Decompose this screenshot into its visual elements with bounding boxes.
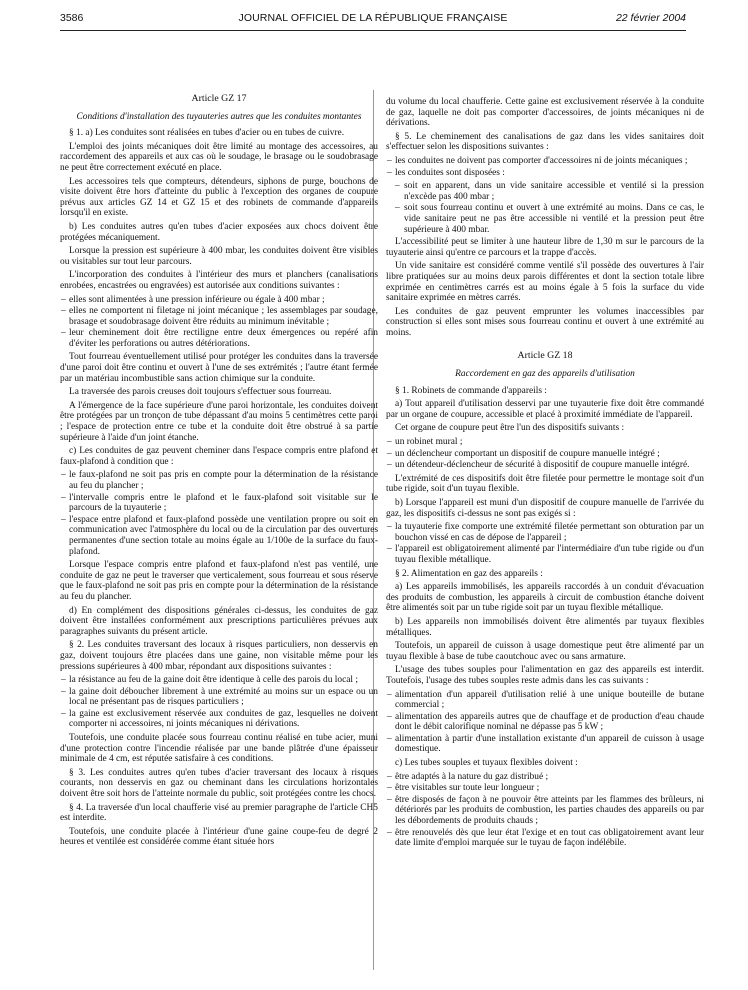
paragraph: b) Les conduites autres qu'en tubes d'acier exposées aux chocs doivent être protégées mécaniquement. [60, 221, 378, 243]
paragraph: L'accessibilité peut se limiter à une hauteur libre de 1,30 m sur le parcours de la tuyauterie ainsi qu'entre ce parcours et la trappe d'accès. [386, 237, 704, 258]
conditions-list [386, 522, 704, 565]
paragraph: § 1. Robinets de commande d'appareils : [395, 385, 547, 396]
paragraph: § 1. a) Les conduites sont réalisées en tubes d'acier ou en tubes de cuivre. [69, 128, 345, 139]
paragraph: a) Tout appareil d'utilisation desservi par une tuyauterie fixe doit être commandé par un organe de coupure, accessible et placé à proximité immédiate de l'appareil. [386, 399, 704, 420]
paragraph: L'incorporation des conduites à l'intérieur des murs et planchers (canalisations enrobées, encastrées ou engravées) est autorisée aux conditions suivantes : [60, 270, 378, 291]
list-item: – la résistance au feu de la gaine doit être identique à celle des parois du local ; [60, 675, 378, 686]
section-title: Conditions d'installation des tuyauteries autres que les conduites montantes [76, 111, 362, 122]
list-item: – un robinet mural ; [386, 437, 704, 448]
page-number: 3586 [60, 12, 84, 24]
paragraph: b) Les appareils non immobilisés doivent être alimentés par tuyaux flexibles métalliques. [386, 616, 704, 638]
paragraph: L'emploi des joints mécaniques doit être limité au montage des accessoires, au raccordement des appareils et aux cas où le soudage, le brasage ou le soudobrasage ne peut être correctement exécuté en place. [60, 141, 378, 173]
list-item: – soit sous fourreau continu et ouvert à une extrémité au moins. Dans ce cas, le vide sanitaire peut ne pas être accessible ni ventilé et la pression peut être supérieure à 400 mbar. [386, 203, 704, 235]
paragraph: d) En complément des dispositions générales ci-dessus, les conduites de gaz doivent être installées conformément aux prescriptions particulières prévues aux paragraphes suivants du présent article. [60, 605, 378, 637]
paragraph: b) Lorsque l'appareil est muni d'un dispositif de coupure manuelle de l'arrivée du gaz, les dispositifs ci-dessus ne sont pas exigés si : [386, 498, 704, 519]
list-item: – être visitables sur toute leur longueur ; [386, 783, 704, 794]
paragraph: Lorsque la pression est supérieure à 400 mbar, les conduites doivent être visibles ou visitables sur tout leur parcours. [60, 246, 378, 267]
paragraph: § 2. Alimentation en gaz des appareils : [395, 568, 543, 579]
list-item: – être adaptés à la nature du gaz distribué ; [386, 772, 704, 783]
paragraph: Lorsque l'espace compris entre plafond et faux-plafond n'est pas ventilé, une conduite de gaz ne peut le traverser que verticalement, sous fourreau et sous réserve que le faux-plafond ne soit pas pris en compte pour la détermination de la résistance au feu du plancher. [60, 560, 378, 602]
list-item: – être renouvelés dès que leur état l'exige et en tout cas obligatoirement avant leur date limite d'emploi marquée sur le tuyau de façon indélébile. [386, 828, 704, 849]
list-item: – alimentation des appareils autres que de chauffage et de production d'eau chaude dont le débit calorifique nominal ne dépasse pas 5 kW ; [386, 712, 704, 733]
page-header [60, 12, 686, 28]
list-item: – un déclencheur comportant un dispositif de coupure manuelle intégré ; [386, 449, 704, 460]
right-column [386, 97, 704, 985]
left-column [60, 94, 378, 984]
conditions-list [386, 690, 704, 756]
list-item: – le faux-plafond ne soit pas pris en compte pour la détermination de la résistance au feu du plancher ; [60, 470, 378, 491]
list-item: – l'appareil est obligatoirement alimenté par l'intermédiaire d'un tube rigide ou d'un tuyau flexible métallique. [386, 544, 704, 565]
list-item: – elles ne comportent ni filetage ni joint mécanique ; les assemblages par soudage, brasage et soudobrasage doivent être réduits au minimum inévitable ; [60, 306, 378, 327]
paragraph: c) Les tubes souples et tuyaux flexibles doivent : [395, 758, 578, 769]
paragraph: § 2. Les conduites traversant des locaux à risques particuliers, non desservis en gaz, doivent toujours être placées dans une gaine, non visitable même pour les pressions supérieures à 400 mbar, répondant aux dispositions suivantes : [60, 640, 378, 672]
conditions-list [386, 437, 704, 471]
list-item: – être disposés de façon à ne pouvoir être atteints par les flammes des brûleurs, ni détériorés par les produits de combustion, les parties chaudes des appareils ou par les débordements de produits chauds ; [386, 795, 704, 827]
header-rule [60, 30, 686, 31]
paragraph: § 5. Le cheminement des canalisations de gaz dans les vides sanitaires doit s'effectuer selon les dispositions suivantes : [386, 131, 704, 153]
paragraph: La traversée des parois creuses doit toujours s'effectuer sous fourreau. [69, 387, 332, 398]
paragraph: Un vide sanitaire est considéré comme ventilé s'il possède des ouvertures à l'air libre pratiquées sur au moins deux parois différentes et dont la section totale libre exprimée en centimètres carrés est au moins égale à 5 fois la surface du vide sanitaire exprimée en mètres carrés. [386, 261, 704, 304]
article-title: Article GZ 17 [191, 94, 247, 104]
paragraph: c) Les conduites de gaz peuvent cheminer dans l'espace compris entre plafond et faux-plafond à condition que : [60, 446, 378, 467]
paragraph: Cet organe de coupure peut être l'un des dispositifs suivants : [395, 423, 625, 434]
list-item: – la tuyauterie fixe comporte une extrémité filetée permettant son obturation par un bouchon vissé en cas de dépose de l'appareil ; [386, 522, 704, 543]
list-item: – soit en apparent, dans un vide sanitaire accessible et ventilé si la pression n'excède pas 400 mbar ; [386, 181, 704, 202]
paragraph: L'extrémité de ces dispositifs doit être filetée pour permettre le montage soit d'un tube rigide, soit d'un tuyau flexible. [386, 473, 704, 495]
conditions-list [60, 295, 378, 350]
paragraph: A l'émergence de la face supérieure d'une paroi horizontale, les conduites doivent être protégées par un tronçon de tube dépassant d'au moins 5 centimètres cette paroi ; l'espace de protection entre ce tube et la conduite doit être obstrué à sa partie supérieure à l'aide d'un joint étanche. [60, 400, 378, 443]
list-item: – l'espace entre plafond et faux-plafond possède une ventilation propre ou soit en communication avec l'atmosphère du local ou de la circulation par des ouvertures permanentes d'une section totale au moins égale au 1/100e de la surface du faux-plafond. [60, 515, 378, 557]
list-item: – les conduites sont disposées : [386, 168, 704, 179]
paragraph: Toutefois, un appareil de cuisson à usage domestique peut être alimenté par un tuyau flexible à base de tube caoutchouc avec ou sans armature. [386, 641, 704, 662]
paragraph: Tout fourreau éventuellement utilisé pour protéger les conduites dans la traversée d'une paroi doit être continu et ouvert à l'une de ses extrémités ; l'autre étant fermée par un matériau incombustible sans action chimique sur la conduite. [60, 352, 378, 384]
paragraph: Toutefois, une conduite placée sous fourreau continu réalisé en tube acier, muni d'une protection contre l'incendie réalisée par une bande plâtrée d'une épaisseur minimale de 4 cm, est réputée satisfaire à ces conditions. [60, 733, 378, 765]
list-item: – les conduites ne doivent pas comporter d'accessoires ni de joints mécaniques ; [386, 156, 704, 167]
list-item: – l'intervalle compris entre le plafond et le faux-plafond soit visitable sur le parcours de la tuyauterie ; [60, 493, 378, 514]
conditions-list [60, 675, 378, 730]
list-item: – la gaine est exclusivement réservée aux conduites de gaz, lesquelles ne doivent comporter ni accessoires, ni joints mécaniques ni dérivations. [60, 709, 378, 730]
journal-title: JOURNAL OFFICIEL DE LA RÉPUBLIQUE FRANÇAISE [238, 12, 508, 24]
paragraph: du volume du local chaufferie. Cette gaine est exclusivement réservée à la conduite de gaz, laquelle ne doit pas comporter d'accessoires, de joints mécaniques ni de dérivations. [386, 97, 704, 129]
paragraph: § 3. Les conduites autres qu'en tubes d'acier traversant des locaux à risques courants, non desservis en gaz ou cheminant dans les circulations horizontales doivent être soit hors de l'atteinte normale du public, soit protégées contre les chocs. [60, 767, 378, 800]
article-title: Article GZ 18 [517, 350, 573, 362]
paragraph: Toutefois, une conduite placée à l'intérieur d'une gaine coupe-feu de degré 2 heures et ventilée est considérée comme étant située hors [60, 826, 378, 848]
list-item: – elles sont alimentées à une pression inférieure ou égale à 400 mbar ; [60, 295, 378, 306]
section-title: Raccordement en gaz des appareils d'utilisation [455, 369, 635, 380]
paragraph: § 4. La traversée d'un local chaufferie visé au premier paragraphe de l'article CH5 est interdite. [60, 802, 378, 824]
paragraph: Les accessoires tels que compteurs, détendeurs, siphons de purge, bouchons de visite doivent être hors d'atteinte du public à l'exception des organes de coupure prévus aux articles GZ 14 et GZ 15 et des robinets de commande d'appareils lorsqu'il en existe. [60, 176, 378, 219]
conditions-list [386, 772, 704, 849]
conditions-list [386, 156, 704, 178]
list-item: – alimentation d'un appareil d'utilisation relié à une unique bouteille de butane commercial ; [386, 690, 704, 711]
conditions-list [60, 470, 378, 557]
list-item: – leur cheminement doit être rectiligne entre deux émergences ou repéré afin d'éviter les perforations ou autres détériorations. [60, 328, 378, 349]
paragraph: L'usage des tubes souples pour l'alimentation en gaz des appareils est interdit. Toutefois, l'usage des tubes souples reste admis dans les cas suivants : [386, 665, 704, 686]
list-item: – la gaine doit déboucher librement à une extrémité au moins sur un espace ou un local ne présentant pas de risques particuliers ; [60, 687, 378, 708]
list-item: – un détendeur-déclencheur de sécurité à dispositif de coupure manuelle intégré. [386, 460, 704, 471]
paragraph: Les conduites de gaz peuvent emprunter les volumes inaccessibles par construction si elles sont mises sous fourreau continu et ouvert à une extrémité au moins. [386, 306, 704, 338]
list-item: – alimentation à partir d'une installation existante d'un appareil de cuisson à usage domestique. [386, 734, 704, 755]
publication-date: 22 février 2004 [615, 12, 686, 24]
sub-list [386, 181, 704, 235]
paragraph: a) Les appareils immobilisés, les appareils raccordés à un conduit d'évacuation des produits de combustion, les appareils à circuit de combustion étanche doivent être alimentés soit par un tube rigide soit par un tuyau flexible métallique. [386, 582, 704, 614]
